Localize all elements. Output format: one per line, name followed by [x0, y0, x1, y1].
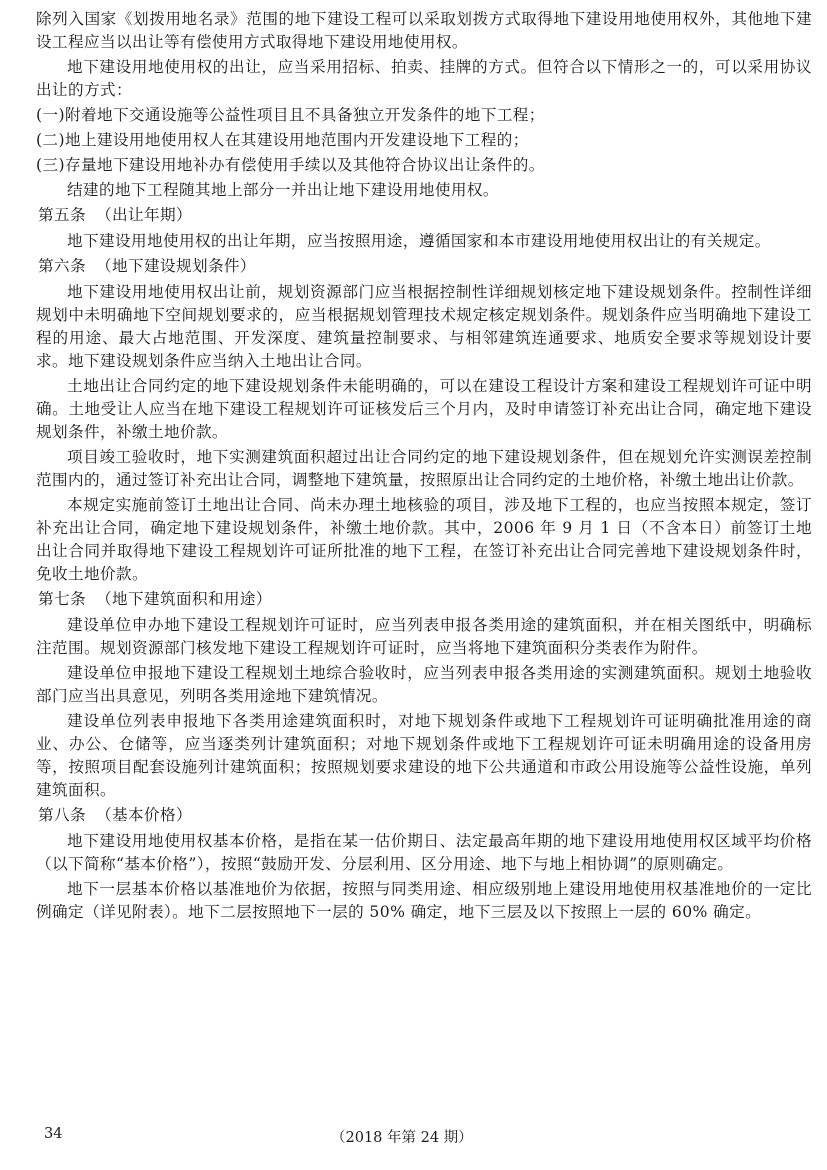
document-body [36, 8, 812, 926]
paragraph: 地下建设用地使用权出让前，规划资源部门应当根据控制性详细规划核定地下建设规划条件。控制性详细规划中未明确地下空间规划要求的，应当根据规划管理技术规定核定规划条件。规划条件应当明确地下建设工程的用途、最大占地范围、开发深度、建筑量控制要求、与相邻建筑连通要求、地质安全要求等规划设计要求。地下建设规划条件应当纳入土地出让合同。 [36, 283, 812, 370]
paragraph: (一)附着地下交通设施等公益性项目且不具备独立开发条件的地下工程； [36, 106, 545, 124]
page-number: 34 [44, 1126, 63, 1142]
paragraph: 地下一层基本价格以基准地价为依据，按照与同类用途、相应级别地上建设用地使用权基准地价的一定比例确定（详见附表）。地下二层按照地下一层的 50% 确定，地下三层及以下按照上一层的 60% 确定。 [36, 880, 812, 921]
article-number: 第七条 [38, 590, 86, 608]
paragraph: (三)存量地下建设用地补办有偿使用手续以及其他符合协议出让条件的。 [36, 156, 545, 174]
paragraph: 建设单位申报地下建设工程规划土地综合验收时，应当列表申报各类用途的实测建筑面积。规划土地验收部门应当出具意见，列明各类用途地下建筑情况。 [36, 664, 812, 705]
paragraph: 建设单位申办地下建设工程规划许可证时，应当列表申报各类用途的建筑面积，并在相关图纸中，明确标注范围。规划资源部门核发地下建设工程规划许可证时，应当将地下建筑面积分类表作为附件。 [36, 616, 812, 657]
paragraph: 土地出让合同约定的地下建设规划条件未能明确的，可以在建设工程设计方案和建设工程规划许可证中明确。土地受让人应当在地下建设工程规划许可证核发后三个月内，及时申请签订补充出让合同，确定地下建设规划条件，补缴土地价款。 [36, 377, 812, 441]
paragraph: 地下建设用地使用权的出让年期，应当按照用途，遵循国家和本市建设用地使用权出让的有关规定。 [67, 232, 771, 250]
paragraph: 结建的地下工程随其地上部分一并出让地下建设用地使用权。 [67, 181, 499, 199]
article-number: 第八条 [38, 806, 86, 824]
article-number: 第五条 [38, 206, 86, 224]
paragraph: 地下建设用地使用权的出让，应当采用招标、拍卖、挂牌的方式。但符合以下情形之一的，可以采用协议出让的方式： [36, 58, 812, 99]
article-heading [36, 204, 812, 227]
article-title: （出让年期） [95, 206, 192, 224]
article-number: 第六条 [38, 257, 86, 275]
article-title: （基本价格） [95, 806, 192, 824]
page-footer [0, 1126, 827, 1150]
article-heading [36, 804, 812, 827]
paragraph: 项目竣工验收时，地下实测建筑面积超过出让合同约定的地下建设规划条件，但在规划允许实测误差控制范围内的，通过签订补充出让合同，调整地下建筑量，按照原出让合同约定的土地价格，补缴土地出让价款。 [36, 448, 812, 489]
issue-label: （2018 年第 24 期） [331, 1130, 473, 1146]
paragraph: 本规定实施前签订土地出让合同、尚未办理土地核验的项目，涉及地下工程的，也应当按照本规定，签订补充出让合同，确定地下建设规划条件，补缴土地价款。其中，2006 年 9 月 1 日（不含本日）前签订土地出让合同并取得地下建设工程规划许可证所批准的地下工程，在签订补充出让合同完善地下建设规划条件时，免收土地价款。 [36, 496, 812, 583]
article-heading [36, 588, 812, 611]
paragraph: 地下建设用地使用权基本价格，是指在某一估价期日、法定最高年期的地下建设用地使用权区域平均价格（以下简称“基本价格”），按照“鼓励开发、分层利用、区分用途、地下与地上相协调”的原则确定。 [36, 832, 812, 873]
paragraph: 建设单位列表申报地下各类用途建筑面积时，对地下规划条件或地下工程规划许可证明确批准用途的商业、办公、仓储等，应当逐类列计建筑面积；对地下规划条件或地下工程规划许可证未明确用途的设备用房等，按照项目配套设施列计建筑面积；按照规划要求建设的地下公共通道和市政公用设施等公益性设施，单列建筑面积。 [36, 712, 812, 799]
article-heading [36, 255, 812, 278]
article-title: （地下建设规划条件） [95, 257, 256, 275]
paragraph: 除列入国家《划拨用地名录》范围的地下建设工程可以采取划拨方式取得地下建设用地使用权外，其他地下建设工程应当以出让等有偿使用方式取得地下建设用地使用权。 [36, 10, 812, 51]
article-title: （地下建筑面积和用途） [95, 590, 272, 608]
paragraph: (二)地上建设用地使用权人在其建设用地范围内开发建设地下工程的； [36, 131, 529, 149]
